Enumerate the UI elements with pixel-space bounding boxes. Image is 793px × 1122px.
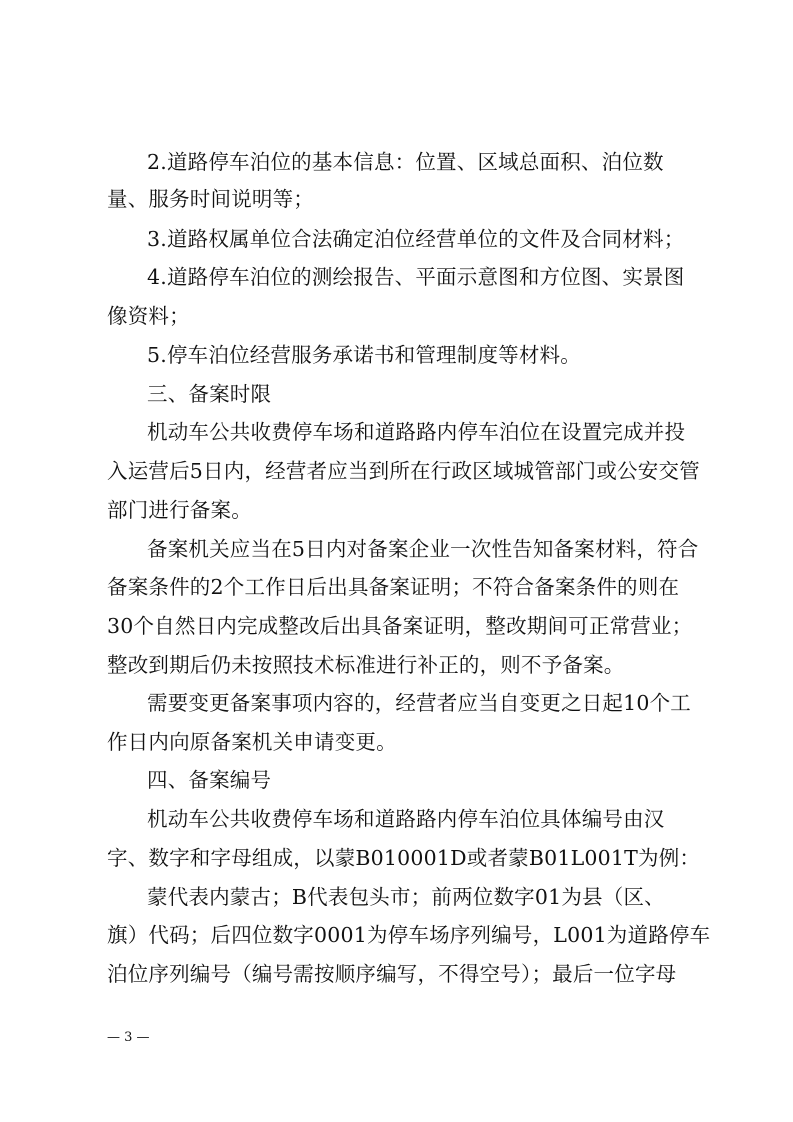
paragraph-line: 部门进行备案。 [107,498,252,522]
paragraph-line: 整改到期后仍未按照技术标准进行补正的，则不予备案。 [107,653,625,677]
paragraph-line: 像资料； [107,304,190,328]
paragraph-line: 备案条件的2个工作日后出具备案证明；不符合备案条件的则在 [107,575,680,599]
paragraph-line: 入运营后5日内，经营者应当到所在行政区域城管部门或公安交管 [107,459,700,483]
paragraph-line: 备案机关应当在5日内对备案企业一次性告知备案材料，符合 [147,537,699,561]
page-number: — 3 — [107,1030,150,1045]
paragraph-line: 量、服务时间说明等； [107,187,314,211]
section-heading: 三、备案时限 [147,382,272,406]
paragraph-line: 旗）代码；后四位数字0001为停车场序列编号，L001为道路停车 [107,923,711,947]
paragraph-line: 机动车公共收费停车场和道路路内停车泊位具体编号由汉 [147,807,665,831]
paragraph-line: 4.道路停车泊位的测绘报告、平面示意图和方位图、实景图 [147,265,685,289]
paragraph-line: 泊位序列编号（编号需按顺序编写，不得空号）；最后一位字母 [107,962,677,986]
paragraph-line: 30个自然日内完成整改后出具备案证明，整改期间可正常营业； [107,614,693,638]
paragraph-line: 字、数字和字母组成，以蒙B010001D或者蒙B01L001T为例： [107,846,701,870]
paragraph-line: 蒙代表内蒙古；B代表包头市；前两位数字01为县（区、 [147,885,665,909]
section-heading: 四、备案编号 [147,768,272,792]
paragraph-line: 2.道路停车泊位的基本信息：位置、区域总面积、泊位数 [147,150,664,174]
paragraph-line: 机动车公共收费停车场和道路路内停车泊位在设置完成并投 [147,420,686,444]
paragraph-line: 需要变更备案事项内容的，经营者应当自变更之日起10个工 [147,691,691,715]
paragraph-line: 作日内向原备案机关申请变更。 [107,730,397,754]
paragraph-line: 5.停车泊位经营服务承诺书和管理制度等材料。 [147,343,581,367]
paragraph-line: 3.道路权属单位合法确定泊位经营单位的文件及合同材料； [147,227,685,251]
